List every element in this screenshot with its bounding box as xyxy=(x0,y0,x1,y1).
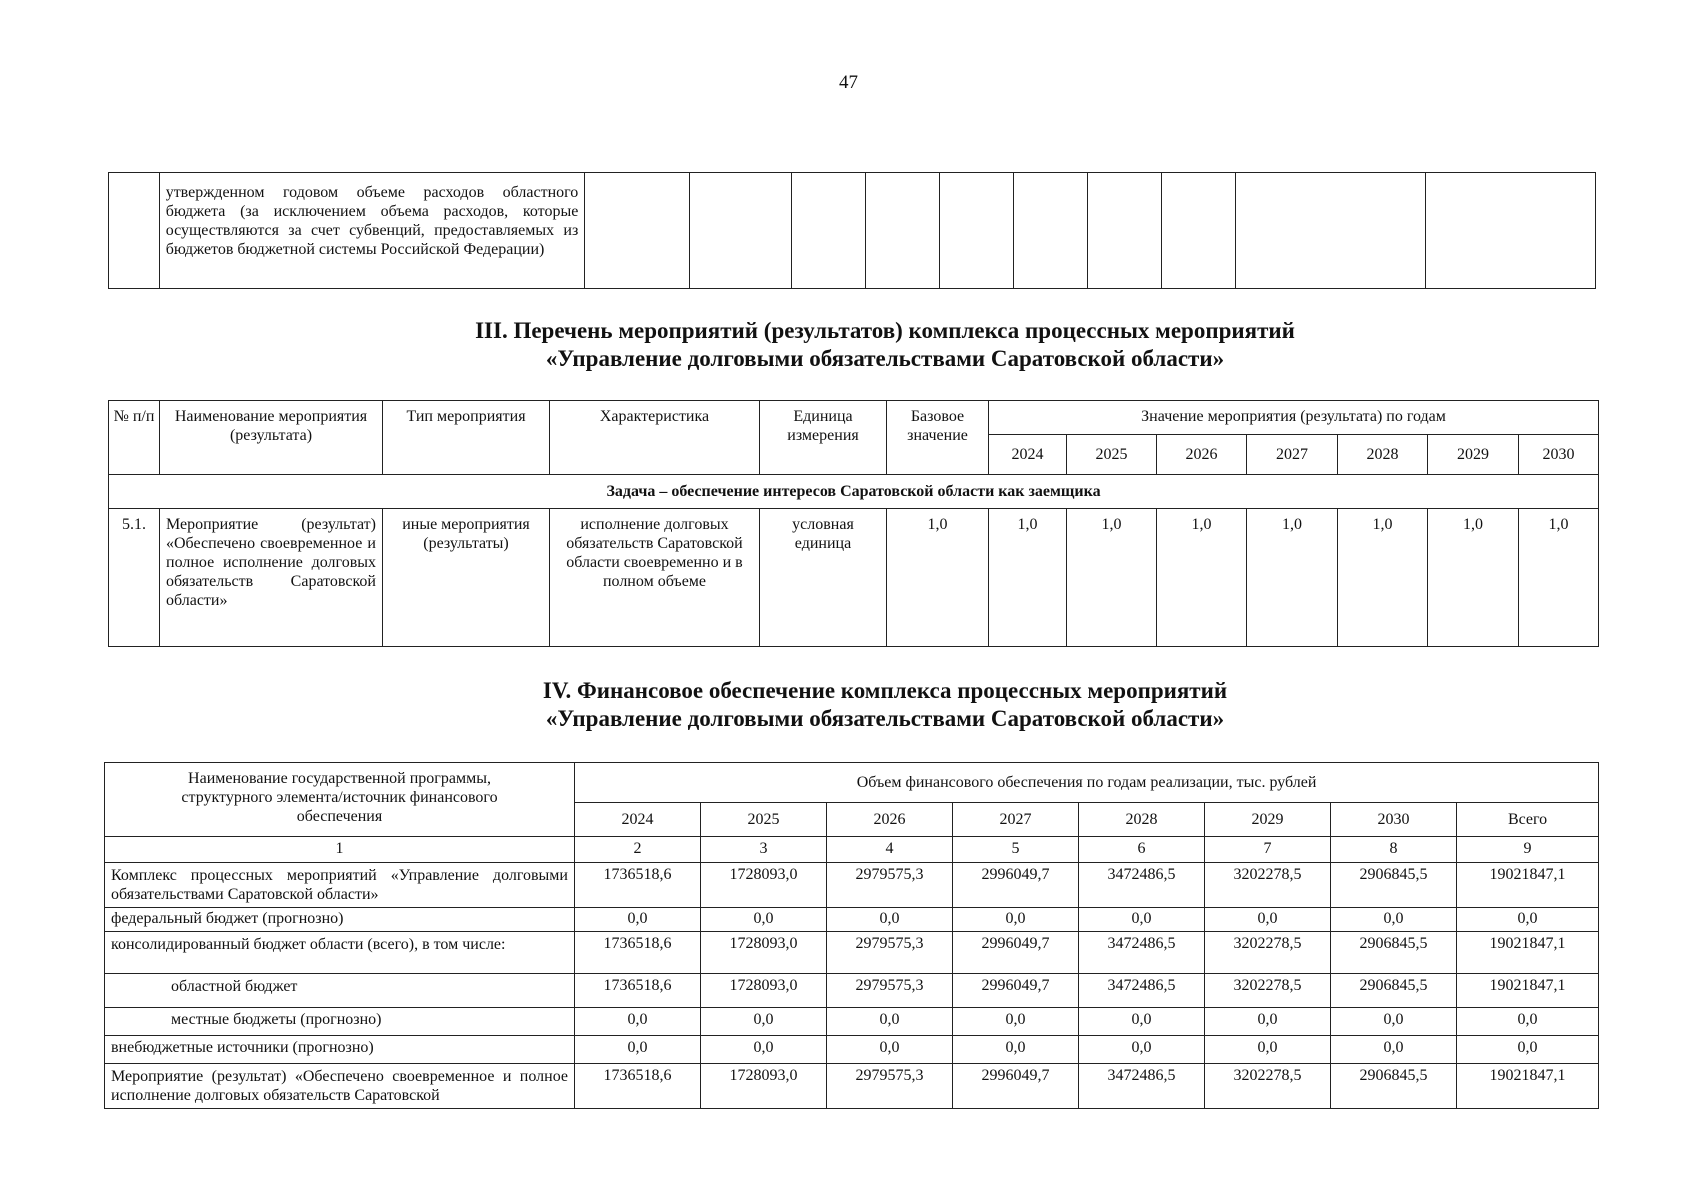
fin-header-year: 2026 xyxy=(827,803,953,837)
fin-row-value: 1736518,6 xyxy=(575,932,701,974)
section3-title xyxy=(0,317,1697,373)
fin-row-value: 2979575,3 xyxy=(827,974,953,1008)
row-value: 1,0 xyxy=(1247,509,1338,647)
fin-row-value: 3472486,5 xyxy=(1079,1064,1205,1109)
task-row: Задача – обеспечение интересов Саратовской области как заемщика xyxy=(109,475,1599,509)
fin-header-year: 2025 xyxy=(701,803,827,837)
empty-cell xyxy=(792,173,866,289)
row-unit: условная единица xyxy=(760,509,887,647)
fin-row-value: 1736518,6 xyxy=(575,1064,701,1109)
fin-row-value: 0,0 xyxy=(827,1008,953,1036)
header-unit: Единица измерения xyxy=(760,401,887,475)
col-number: 7 xyxy=(1205,837,1331,863)
fin-row-value: 2996049,7 xyxy=(953,1064,1079,1109)
row-value: 1,0 xyxy=(1428,509,1519,647)
row-name: Мероприятие (результат) «Обеспечено своевременное и полное исполнение долговых обязательств Саратовской области» xyxy=(160,509,383,647)
header-values-by-year: Значение мероприятия (результата) по годам xyxy=(989,401,1599,435)
header-type: Тип мероприятия xyxy=(383,401,550,475)
fin-row-total: 19021847,1 xyxy=(1457,863,1599,908)
fin-row-value: 2979575,3 xyxy=(827,932,953,974)
section3-title-line2: «Управление долговыми обязательствами Саратовской области» xyxy=(545,346,1225,371)
fin-row-name: федеральный бюджет (прогнозно) xyxy=(105,908,575,932)
fin-row-value: 0,0 xyxy=(1205,908,1331,932)
section4-title xyxy=(0,677,1697,733)
fin-row-value: 2996049,7 xyxy=(953,974,1079,1008)
fin-row-value: 0,0 xyxy=(1331,1008,1457,1036)
col-number: 3 xyxy=(701,837,827,863)
fin-row-value: 3472486,5 xyxy=(1079,974,1205,1008)
fin-row-value: 1728093,0 xyxy=(701,974,827,1008)
fin-row-value: 3202278,5 xyxy=(1205,974,1331,1008)
row-value: 1,0 xyxy=(1067,509,1157,647)
fin-row-value: 0,0 xyxy=(701,1008,827,1036)
row-num: 5.1. xyxy=(109,509,160,647)
header-year: 2029 xyxy=(1428,435,1519,475)
fin-row-value: 3202278,5 xyxy=(1205,932,1331,974)
measures-table xyxy=(108,400,1599,647)
financing-table xyxy=(104,762,1599,1109)
empty-cell xyxy=(1014,173,1088,289)
fin-row-value: 1736518,6 xyxy=(575,863,701,908)
header-year: 2027 xyxy=(1247,435,1338,475)
fin-header-year: 2027 xyxy=(953,803,1079,837)
fin-row-value: 0,0 xyxy=(1331,1036,1457,1064)
fin-row-value: 0,0 xyxy=(1331,908,1457,932)
header-base: Базовое значение xyxy=(887,401,989,475)
fin-row-value: 1736518,6 xyxy=(575,974,701,1008)
fin-row-name: Комплекс процессных мероприятий «Управление долговыми обязательствами Саратовской области» xyxy=(105,863,575,908)
page-number: 47 xyxy=(839,72,858,93)
fin-row-value: 2979575,3 xyxy=(827,1064,953,1109)
continuation-table xyxy=(108,172,1596,289)
col-number: 5 xyxy=(953,837,1079,863)
row-base: 1,0 xyxy=(887,509,989,647)
fin-row-name: внебюджетные источники (прогнозно) xyxy=(105,1036,575,1064)
header-year: 2030 xyxy=(1519,435,1599,475)
fin-row-name: областной бюджет xyxy=(105,974,575,1008)
fin-row-value: 0,0 xyxy=(701,1036,827,1064)
empty-cell xyxy=(866,173,940,289)
header-year: 2025 xyxy=(1067,435,1157,475)
row-value: 1,0 xyxy=(1338,509,1428,647)
fin-row-name: Мероприятие (результат) «Обеспечено своевременное и полное исполнение долговых обязательств Саратовской xyxy=(105,1064,575,1109)
fin-row-value: 0,0 xyxy=(1205,1008,1331,1036)
fin-header-volume: Объем финансового обеспечения по годам реализации, тыс. рублей xyxy=(575,763,1599,803)
empty-cell xyxy=(109,173,160,289)
fin-row-value: 3472486,5 xyxy=(1079,863,1205,908)
fin-row-value: 2906845,5 xyxy=(1331,932,1457,974)
fin-header-year: 2029 xyxy=(1205,803,1331,837)
fin-row-value: 2996049,7 xyxy=(953,863,1079,908)
row-characteristic: исполнение долговых обязательств Саратовской области своевременно и в полном объеме xyxy=(550,509,760,647)
header-year: 2026 xyxy=(1157,435,1247,475)
fin-row-value: 0,0 xyxy=(1079,1008,1205,1036)
fin-row-value: 3472486,5 xyxy=(1079,932,1205,974)
fin-header-year: 2028 xyxy=(1079,803,1205,837)
row-value: 1,0 xyxy=(1157,509,1247,647)
header-year: 2028 xyxy=(1338,435,1428,475)
col-number: 6 xyxy=(1079,837,1205,863)
empty-cell xyxy=(940,173,1014,289)
fin-row-total: 0,0 xyxy=(1457,908,1599,932)
fin-row-value: 0,0 xyxy=(1079,908,1205,932)
fin-row-value: 0,0 xyxy=(827,1036,953,1064)
fin-row-value: 2906845,5 xyxy=(1331,863,1457,908)
col-number: 4 xyxy=(827,837,953,863)
fin-row-name: местные бюджеты (прогнозно) xyxy=(105,1008,575,1036)
fin-header-name: Наименование государственной программы, структурного элемента/источник финансового обеспечения xyxy=(105,763,575,837)
col-number: 1 xyxy=(105,837,575,863)
empty-cell xyxy=(1425,173,1595,289)
fin-row-value: 0,0 xyxy=(953,1008,1079,1036)
row-value: 1,0 xyxy=(989,509,1067,647)
section3-title-line1: III. Перечень мероприятий (результатов) комплекса процессных мероприятий xyxy=(475,318,1295,343)
row-type: иные мероприятия (результаты) xyxy=(383,509,550,647)
empty-cell xyxy=(1161,173,1235,289)
fin-row-value: 0,0 xyxy=(1205,1036,1331,1064)
continuation-text: утвержденном годовом объеме расходов областного бюджета (за исключением объема расходов, которые осуществляются за счет субвенций, предоставляемых из бюджетов бюджетной системы Российской Федерации) xyxy=(159,173,585,289)
fin-row-total: 0,0 xyxy=(1457,1008,1599,1036)
fin-row-value: 0,0 xyxy=(701,908,827,932)
fin-row-value: 3202278,5 xyxy=(1205,1064,1331,1109)
fin-row-value: 0,0 xyxy=(827,908,953,932)
header-num: № п/п xyxy=(109,401,160,475)
fin-row-total: 19021847,1 xyxy=(1457,932,1599,974)
fin-row-value: 2996049,7 xyxy=(953,932,1079,974)
fin-row-value: 3202278,5 xyxy=(1205,863,1331,908)
fin-row-value: 2979575,3 xyxy=(827,863,953,908)
fin-row-value: 0,0 xyxy=(953,908,1079,932)
col-number: 8 xyxy=(1331,837,1457,863)
fin-row-value: 0,0 xyxy=(953,1036,1079,1064)
fin-row-value: 2906845,5 xyxy=(1331,974,1457,1008)
fin-row-total: 19021847,1 xyxy=(1457,974,1599,1008)
header-name: Наименование мероприятия (результата) xyxy=(160,401,383,475)
fin-row-value: 1728093,0 xyxy=(701,932,827,974)
section4-title-line1: IV. Финансовое обеспечение комплекса процессных мероприятий xyxy=(542,678,1228,703)
fin-row-value: 1728093,0 xyxy=(701,863,827,908)
col-number: 2 xyxy=(575,837,701,863)
col-number: 9 xyxy=(1457,837,1599,863)
fin-row-value: 2906845,5 xyxy=(1331,1064,1457,1109)
section4-title-line2: «Управление долговыми обязательствами Саратовской области» xyxy=(545,706,1225,731)
fin-row-value: 1728093,0 xyxy=(701,1064,827,1109)
row-value: 1,0 xyxy=(1519,509,1599,647)
header-characteristic: Характеристика xyxy=(550,401,760,475)
fin-header-year: 2024 xyxy=(575,803,701,837)
empty-cell xyxy=(1235,173,1425,289)
header-year: 2024 xyxy=(989,435,1067,475)
fin-row-value: 0,0 xyxy=(1079,1036,1205,1064)
fin-row-name: консолидированный бюджет области (всего), в том числе: xyxy=(105,932,575,974)
fin-row-value: 0,0 xyxy=(575,1036,701,1064)
fin-row-total: 0,0 xyxy=(1457,1036,1599,1064)
empty-cell xyxy=(1087,173,1161,289)
empty-cell xyxy=(585,173,690,289)
empty-cell xyxy=(689,173,791,289)
fin-header-year: 2030 xyxy=(1331,803,1457,837)
fin-row-total: 19021847,1 xyxy=(1457,1064,1599,1109)
fin-header-total: Всего xyxy=(1457,803,1599,837)
fin-row-value: 0,0 xyxy=(575,1008,701,1036)
fin-row-value: 0,0 xyxy=(575,908,701,932)
